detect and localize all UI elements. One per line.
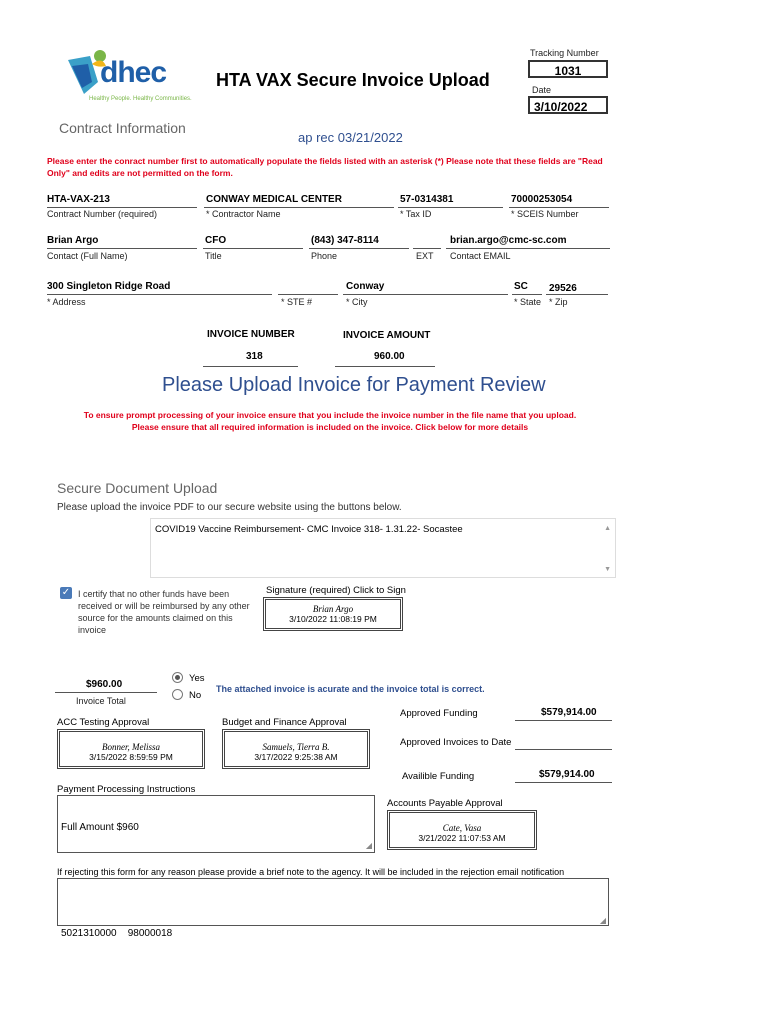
ext-label: EXT bbox=[416, 251, 434, 261]
tracking-number-label: Tracking Number bbox=[530, 48, 599, 58]
budget-date: 3/17/2022 9:25:38 AM bbox=[254, 752, 338, 762]
title-value[interactable]: CFO bbox=[205, 235, 227, 246]
date-value: 3/10/2022 bbox=[534, 100, 588, 114]
invoice-amount-label: INVOICE AMOUNT bbox=[343, 330, 431, 341]
upload-instructions-1: To ensure prompt processing of your invoice ensure that you include the invoice number in the file name that you upload. bbox=[83, 410, 577, 420]
upload-section-title: Secure Document Upload bbox=[57, 480, 218, 496]
title-label: Title bbox=[205, 251, 222, 261]
date-field[interactable] bbox=[528, 96, 608, 114]
sceis-number-value: 70000253054 bbox=[511, 194, 573, 205]
received-note: ap rec 03/21/2022 bbox=[298, 130, 403, 145]
email-label: Contact EMAIL bbox=[450, 251, 511, 261]
state-value: SC bbox=[514, 281, 528, 292]
ste-label: * STE # bbox=[281, 297, 313, 307]
approved-invoices-label: Approved Invoices to Date bbox=[400, 737, 512, 748]
invoice-number-label: INVOICE NUMBER bbox=[207, 329, 295, 340]
acc-signer: Bonner, Melissa bbox=[102, 742, 160, 752]
total-confirm-text: The attached invoice is acurate and the invoice total is correct. bbox=[216, 684, 485, 694]
signature-label: Signature (required) Click to Sign bbox=[266, 585, 406, 596]
resize-handle-icon[interactable]: ◢ bbox=[365, 841, 372, 850]
contract-instructions: Please enter the conract number first to automatically populate the fields listed with an asterisk (*) Please note that these fields are "Read Only" and edits are not permitted on the form. bbox=[47, 156, 603, 178]
approved-funding-value: $579,914.00 bbox=[541, 707, 597, 718]
ap-approval-label: Accounts Payable Approval bbox=[387, 798, 503, 809]
ap-signer: Cate, Vasa bbox=[442, 823, 482, 833]
contract-number-value[interactable]: HTA-VAX-213 bbox=[47, 194, 110, 205]
radio-yes[interactable] bbox=[172, 672, 183, 683]
available-funding-value: $579,914.00 bbox=[539, 769, 595, 780]
payment-instructions-label: Payment Processing Instructions bbox=[57, 784, 196, 795]
phone-label: Phone bbox=[311, 251, 338, 261]
address-label: * Address bbox=[47, 297, 86, 307]
invoice-total-label: Invoice Total bbox=[76, 696, 126, 706]
city-value: Conway bbox=[346, 281, 385, 292]
contact-name-value[interactable]: Brian Argo bbox=[47, 235, 99, 246]
signer-name: Brian Argo bbox=[312, 604, 354, 614]
invoice-amount-value[interactable]: 960.00 bbox=[374, 351, 405, 362]
radio-no-label: No bbox=[189, 690, 202, 701]
logo-tagline: Healthy People. Healthy Communities. bbox=[89, 96, 192, 102]
certify-text: I certify that no other funds have been received or will be reimbursed by any other source for the amounts claimed on this invoice bbox=[78, 589, 250, 635]
certify-checkbox[interactable] bbox=[60, 587, 72, 599]
resize-handle-icon[interactable]: ◢ bbox=[599, 916, 606, 925]
uploaded-file-list[interactable] bbox=[150, 518, 616, 578]
ap-date: 3/21/2022 11:07:53 AM bbox=[418, 833, 506, 843]
contractor-name-label: * Contractor Name bbox=[206, 209, 281, 219]
signature-box[interactable] bbox=[263, 597, 403, 631]
contract-section-title: Contract Information bbox=[59, 120, 186, 136]
city-label: * City bbox=[346, 297, 368, 307]
budget-approval-box[interactable] bbox=[222, 729, 370, 769]
date-label: Date bbox=[532, 85, 552, 95]
tracking-number-field[interactable] bbox=[528, 60, 608, 78]
radio-yes-label: Yes bbox=[189, 673, 205, 684]
logo-text: dhec bbox=[100, 56, 167, 89]
address-value: 300 Singleton Ridge Road bbox=[47, 281, 171, 292]
upload-instructions-2: Please ensure that all required information is included on the invoice. Click below for more details bbox=[131, 422, 529, 432]
upload-heading: Please Upload Invoice for Payment Review bbox=[162, 374, 546, 396]
invoice-number-value[interactable]: 318 bbox=[246, 351, 263, 362]
acc-approval-box[interactable] bbox=[57, 729, 205, 769]
contact-name-label: Contact (Full Name) bbox=[47, 251, 128, 261]
budget-signer: Samuels, Tierra B. bbox=[262, 742, 330, 752]
radio-no[interactable] bbox=[172, 689, 183, 700]
scroll-down-icon[interactable]: ▼ bbox=[604, 566, 611, 573]
payment-line-3: 5021310000 98000018 bbox=[61, 928, 173, 939]
payment-line-1: Full Amount $960 bbox=[61, 822, 139, 833]
rejection-note-field[interactable] bbox=[57, 878, 609, 926]
phone-value[interactable]: (843) 347-8114 bbox=[311, 235, 379, 246]
tax-id-label: * Tax ID bbox=[400, 209, 432, 219]
upload-prompt: Please upload the invoice PDF to our secure website using the buttons below. bbox=[57, 502, 402, 513]
budget-approval-label: Budget and Finance Approval bbox=[222, 717, 347, 728]
email-value[interactable]: brian.argo@cmc-sc.com bbox=[450, 235, 567, 246]
scroll-up-icon[interactable]: ▲ bbox=[604, 525, 611, 532]
acc-approval-label: ACC Testing Approval bbox=[57, 717, 150, 728]
contract-number-label: Contract Number (required) bbox=[47, 209, 158, 219]
tax-id-value: 57-0314381 bbox=[400, 194, 454, 205]
tracking-number-value: 1031 bbox=[554, 64, 582, 78]
zip-value: 29526 bbox=[549, 283, 577, 294]
sceis-number-label: * SCEIS Number bbox=[511, 209, 579, 219]
invoice-total-value[interactable]: $960.00 bbox=[86, 679, 123, 690]
approved-funding-label: Approved Funding bbox=[400, 708, 478, 719]
state-label: * State bbox=[514, 297, 542, 307]
contractor-name-value: CONWAY MEDICAL CENTER bbox=[206, 194, 342, 205]
rejection-label: If rejecting this form for any reason please provide a brief note to the agency. It will be included in the rejection email notification bbox=[57, 867, 565, 877]
available-funding-label: Availible Funding bbox=[402, 771, 475, 782]
ap-approval-box[interactable] bbox=[387, 810, 537, 850]
checkmark-icon: ✓ bbox=[61, 587, 71, 598]
page-title: HTA VAX Secure Invoice Upload bbox=[216, 70, 490, 90]
zip-label: * Zip bbox=[549, 297, 568, 307]
signed-at: 3/10/2022 11:08:19 PM bbox=[289, 614, 377, 624]
acc-date: 3/15/2022 8:59:59 PM bbox=[89, 752, 173, 762]
uploaded-file-name[interactable]: COVID19 Vaccine Reimbursement- CMC Invoice 318- 1.31.22- Socastee bbox=[155, 524, 463, 535]
